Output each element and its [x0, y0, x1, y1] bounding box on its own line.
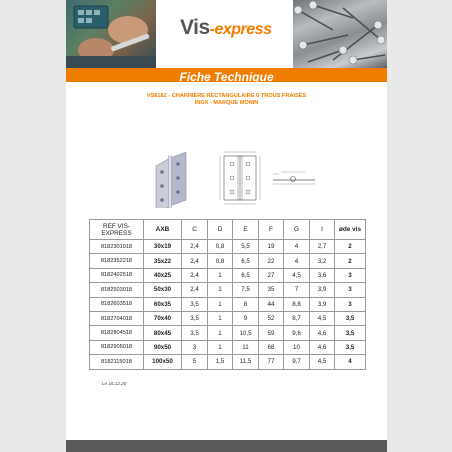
header-photo-screws — [293, 0, 387, 68]
table-cell: 8182704018 — [90, 311, 144, 325]
table-cell: 4,5 — [310, 311, 335, 325]
table-cell: 8182402518 — [90, 268, 144, 282]
table-cell: 30x19 — [144, 240, 182, 254]
product-title — [66, 93, 387, 107]
table-cell: 8182503018 — [90, 283, 144, 297]
table-cell: 10 — [284, 340, 310, 354]
table-cell: 80x45 — [144, 326, 182, 340]
date-note: Le 16.12.20 — [102, 381, 127, 386]
product-title-line2: INOX - MARQUE MONIN — [194, 100, 259, 106]
table-row — [90, 311, 366, 325]
header-screw-diameter: øde vis — [335, 220, 366, 240]
table-row — [90, 355, 366, 369]
table-cell: 70x40 — [144, 311, 182, 325]
dimensions-table — [89, 219, 366, 370]
table-cell: 60x35 — [144, 297, 182, 311]
table-cell: 3,9 — [310, 283, 335, 297]
table-cell: 8182352218 — [90, 254, 144, 268]
table-cell: 40x25 — [144, 268, 182, 282]
footer-bar — [66, 440, 387, 452]
table-cell: 2 — [335, 254, 366, 268]
table-cell: 8 — [233, 297, 259, 311]
table-cell: 8,7 — [284, 311, 310, 325]
table-cell: 4,6 — [310, 326, 335, 340]
table-cell: 4,5 — [310, 355, 335, 369]
table-cell: 1 — [208, 283, 233, 297]
table-cell: 3,5 — [335, 326, 366, 340]
table-cell: 8182603518 — [90, 297, 144, 311]
table-cell: 4,6 — [310, 340, 335, 354]
table-cell: 8182115018 — [90, 355, 144, 369]
table-row — [90, 297, 366, 311]
table-cell: 1,5 — [208, 355, 233, 369]
table-cell: 9,7 — [284, 355, 310, 369]
header-i: I — [310, 220, 335, 240]
table-cell: 11,5 — [233, 355, 259, 369]
table-row — [90, 326, 366, 340]
table-cell: 50x30 — [144, 283, 182, 297]
table-cell: 35 — [259, 283, 284, 297]
table-cell: 100x50 — [144, 355, 182, 369]
table-cell: 8182301918 — [90, 240, 144, 254]
header-axb: AXB — [144, 220, 182, 240]
table-cell: 3,5 — [335, 340, 366, 354]
table-cell: 6,5 — [233, 254, 259, 268]
table-cell: 3 — [335, 268, 366, 282]
table-row — [90, 340, 366, 354]
table-cell: 4,5 — [284, 268, 310, 282]
table-cell: 52 — [259, 311, 284, 325]
table-row — [90, 268, 366, 282]
table-cell: 0,8 — [208, 240, 233, 254]
table-cell: 68 — [259, 340, 284, 354]
table-cell: 35x22 — [144, 254, 182, 268]
table-row — [90, 283, 366, 297]
table-row — [90, 254, 366, 268]
vis-express-logo — [156, 0, 293, 68]
table-cell: 1 — [208, 311, 233, 325]
table-cell: 11 — [233, 340, 259, 354]
table-cell: 4 — [335, 355, 366, 369]
table-cell: 5,5 — [233, 240, 259, 254]
table-cell: 44 — [259, 297, 284, 311]
table-cell: 3 — [335, 297, 366, 311]
header — [66, 0, 387, 68]
table-cell: 3,9 — [310, 297, 335, 311]
table-cell: 10,5 — [233, 326, 259, 340]
table-cell: 2,4 — [182, 283, 208, 297]
table-cell: 19 — [259, 240, 284, 254]
table-cell: 9 — [233, 311, 259, 325]
table-cell: 22 — [259, 254, 284, 268]
table-cell: 8182905018 — [90, 340, 144, 354]
header-e: E — [233, 220, 259, 240]
hinge-front-technical-drawing — [216, 150, 266, 208]
table-cell: 3,6 — [310, 268, 335, 282]
table-cell: 8182804518 — [90, 326, 144, 340]
table-cell: 2,4 — [182, 240, 208, 254]
table-cell: 3,5 — [182, 311, 208, 325]
table-cell: 27 — [259, 268, 284, 282]
table-cell: 3 — [335, 283, 366, 297]
table-cell: 0,8 — [208, 254, 233, 268]
table-cell: 4 — [284, 254, 310, 268]
screws-photo-illustration — [293, 0, 387, 68]
table-header-row — [90, 220, 366, 240]
hinge-3d-illustration — [152, 150, 192, 208]
table-cell: 1 — [208, 340, 233, 354]
table-cell: 59 — [259, 326, 284, 340]
fiche-technique-banner — [66, 68, 387, 82]
table-cell: 77 — [259, 355, 284, 369]
table-cell: 3,5 — [182, 297, 208, 311]
table-cell: 1 — [208, 326, 233, 340]
tools-photo-illustration — [66, 0, 156, 68]
table-cell: 7 — [284, 283, 310, 297]
header-photo-tools — [66, 0, 156, 68]
table-cell: 4 — [284, 240, 310, 254]
table-cell: 7,5 — [233, 283, 259, 297]
header-c: C — [182, 220, 208, 240]
header-f: F — [259, 220, 284, 240]
banner-title: Fiche Technique — [179, 70, 274, 84]
table-cell: 3,2 — [310, 254, 335, 268]
table-cell: 9,6 — [284, 326, 310, 340]
table-cell: 2,4 — [182, 268, 208, 282]
hinge-side-technical-drawing — [271, 166, 317, 190]
table-cell: 6,5 — [233, 268, 259, 282]
table-row — [90, 240, 366, 254]
product-title-line1: VS8182 - CHARNIÈRE RECTANGULAIRE 6 TROUS FRAISÉS — [146, 93, 307, 99]
header-d: D — [208, 220, 233, 240]
table-cell: 2,7 — [310, 240, 335, 254]
table-cell: 2 — [335, 240, 366, 254]
table-cell: 5 — [182, 355, 208, 369]
header-ref: REF VIS-EXPRESS — [90, 220, 144, 240]
table-body — [90, 240, 366, 370]
table-cell: 1 — [208, 268, 233, 282]
table-cell: 1 — [208, 297, 233, 311]
table-cell: 2,4 — [182, 254, 208, 268]
table-cell: 90x50 — [144, 340, 182, 354]
table-cell: 3 — [182, 340, 208, 354]
header-g: G — [284, 220, 310, 240]
logo-main-text: Vis — [180, 16, 210, 39]
table-cell: 3,5 — [182, 326, 208, 340]
logo-suffix-text: -express — [209, 21, 272, 38]
technical-sheet-page — [66, 0, 387, 452]
table-cell: 8,8 — [284, 297, 310, 311]
table-cell: 3,5 — [335, 311, 366, 325]
